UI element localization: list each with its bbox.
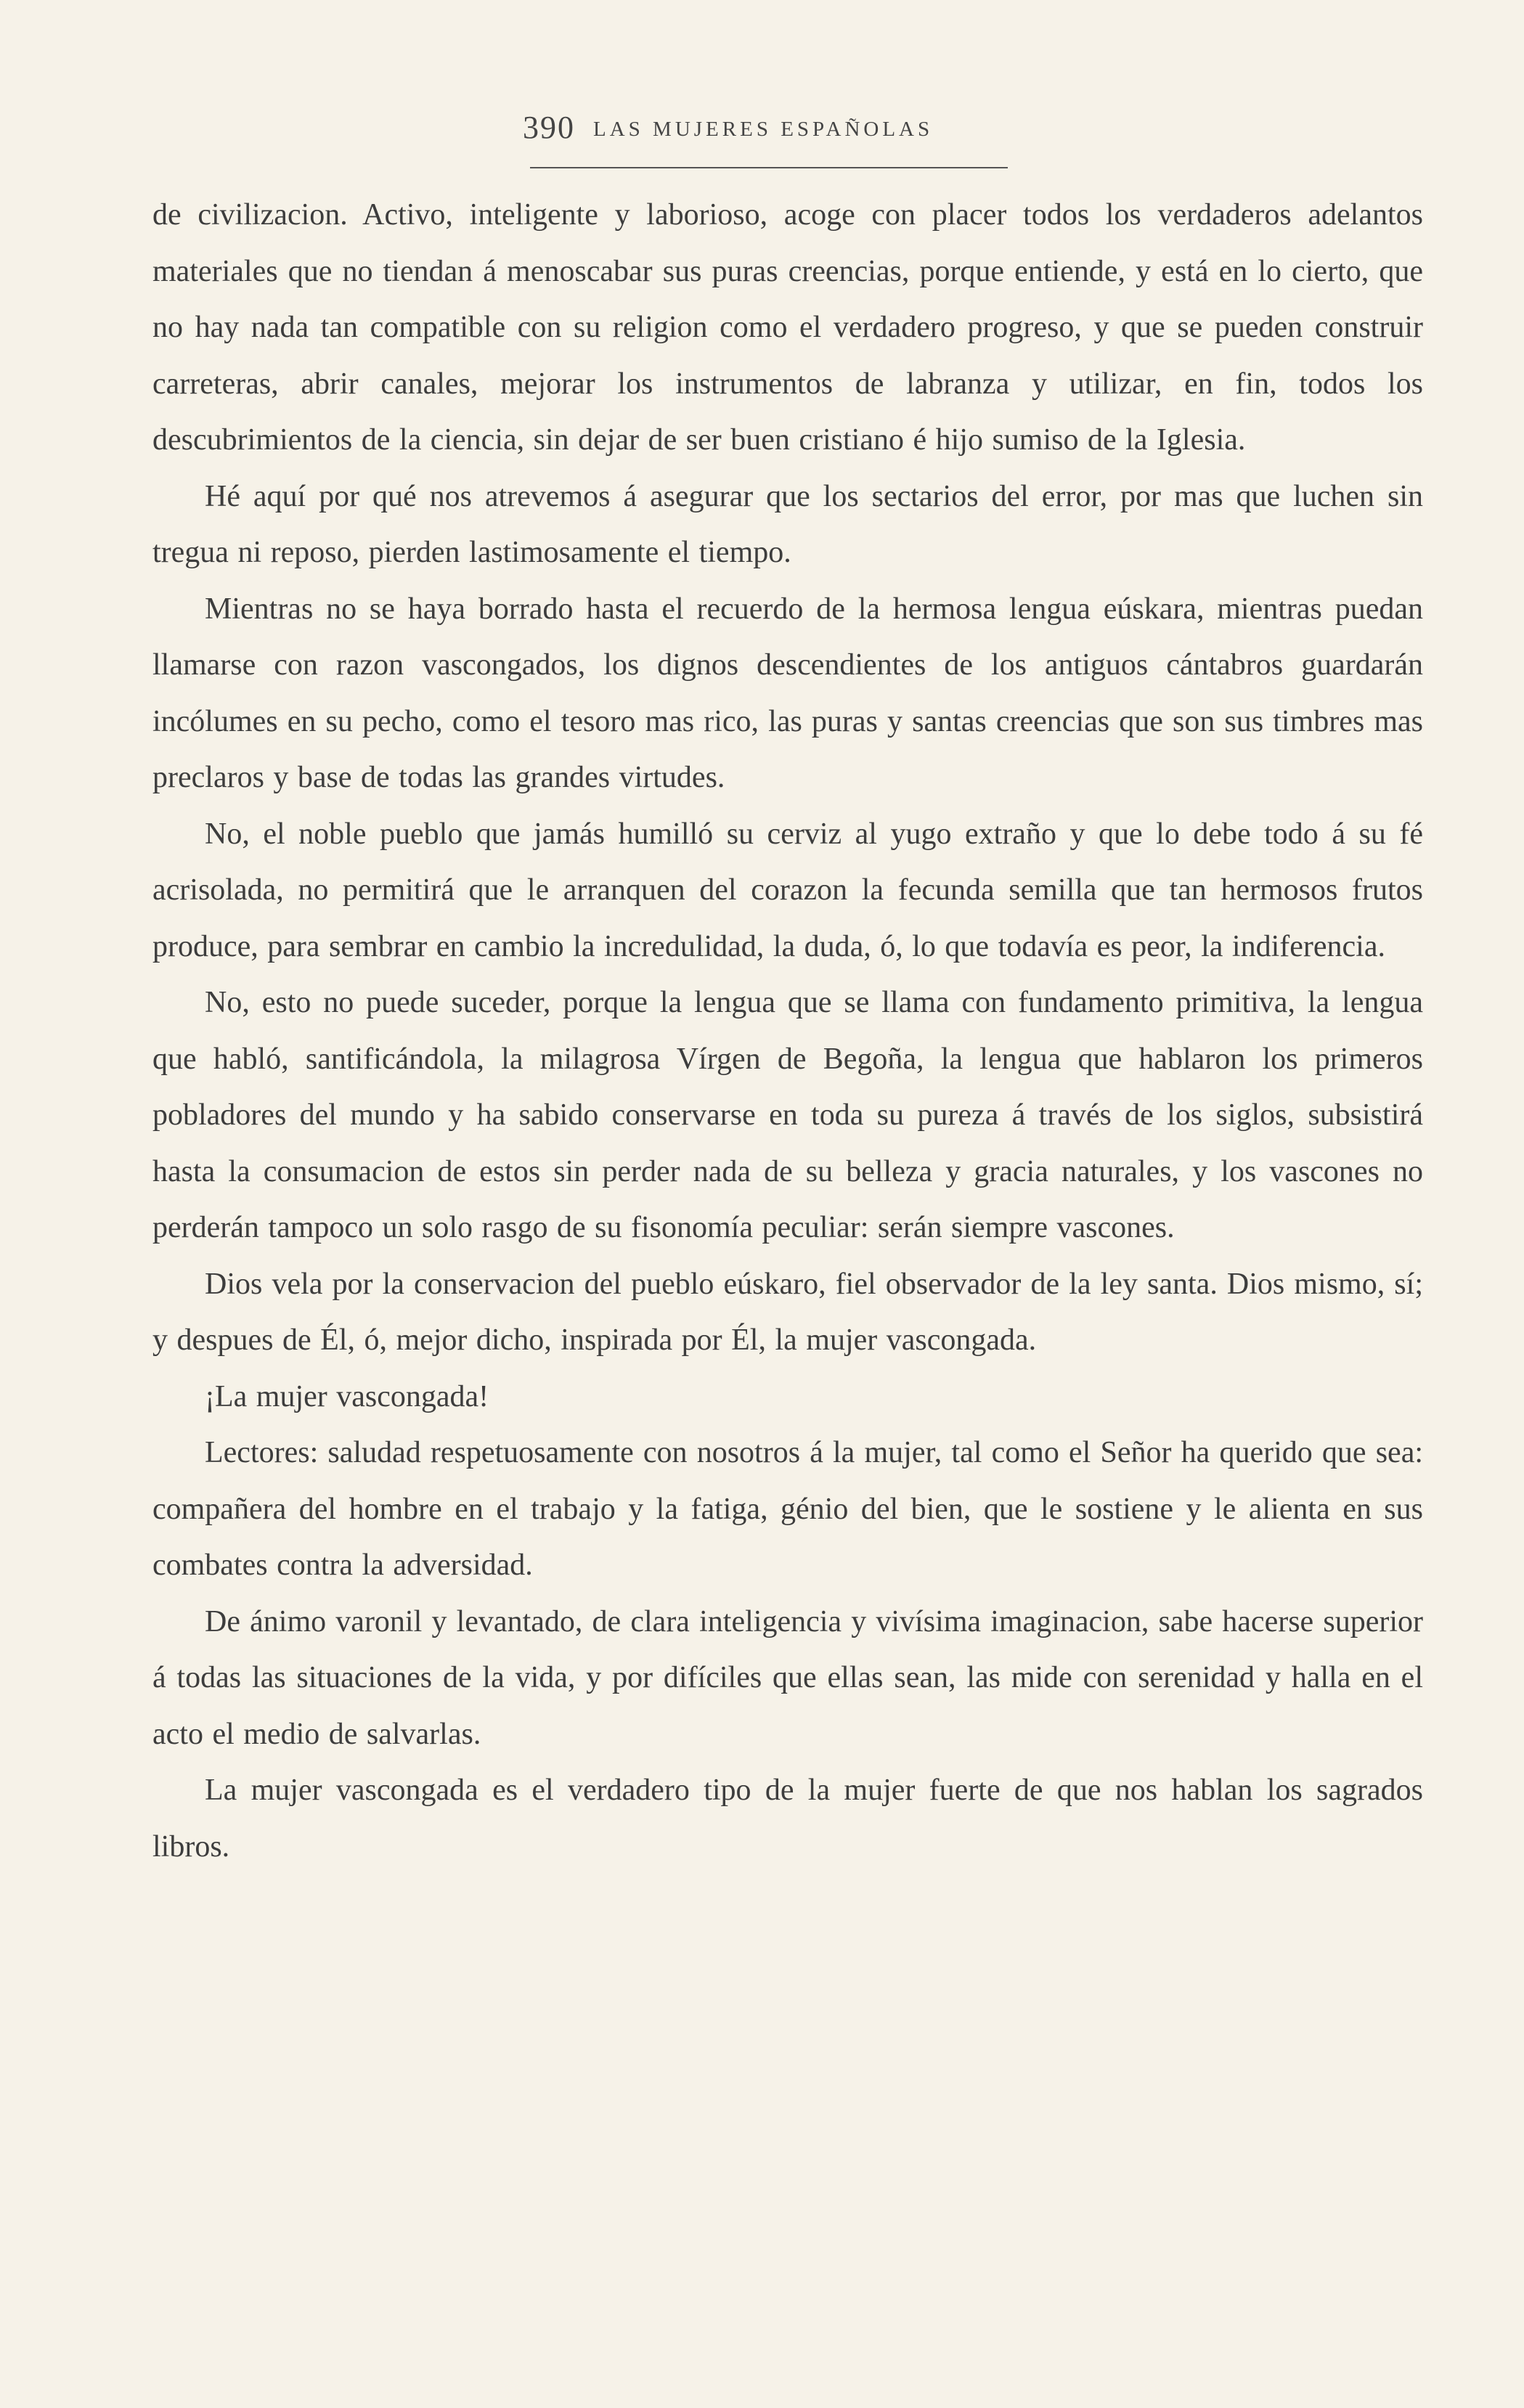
- paragraph-2: Hé aquí por qué nos atrevemos á asegurar que los sectarios del error, por mas que luchen sin tregua ni reposo, pierden lastimosamente el tiempo.: [152, 479, 1423, 569]
- paragraph-9: De ánimo varonil y levantado, de clara inteligencia y vivísima imaginacion, sabe hacerse superior á todas las situaciones de la vida, y por difíciles que ellas sean, las mide con serenidad y halla en el acto el medio de salvarlas.: [152, 1604, 1423, 1751]
- header-rule: [530, 167, 1008, 168]
- paragraph-3: Mientras no se haya borrado hasta el recuerdo de la hermosa lengua eúskara, mientras puedan llamarse con razon vascongados, los dignos descendientes de los antiguos cántabros guardarán incólumes en su pecho, como el tesoro mas rico, las puras y santas creencias que son sus timbres mas preclaros y base de todas las grandes virtudes.: [152, 592, 1423, 794]
- paragraph-6: Dios vela por la conservacion del pueblo eúskaro, fiel observador de la ley santa. Dios mismo, sí; y despues de Él, ó, mejor dicho, inspirada por Él, la mujer vascongada.: [152, 1267, 1423, 1357]
- paragraph-8: Lectores: saludad respetuosamente con nosotros á la mujer, tal como el Señor ha querido que sea: compañera del hombre en el trabajo y la fatiga, génio del bien, que le sostiene y le alienta en sus combates contra la adversidad.: [152, 1436, 1423, 1582]
- body-text: [152, 187, 1423, 1875]
- page-number: 390: [523, 110, 575, 145]
- paragraph-10: La mujer vascongada es el verdadero tipo de la mujer fuerte de que nos hablan los sagrados libros.: [152, 1774, 1423, 1864]
- running-title: LAS MUJERES ESPAÑOLAS: [593, 118, 934, 141]
- paragraph-1: de civilizacion. Activo, inteligente y laborioso, acoge con placer todos los verdaderos adelantos materiales que no tiendan á menoscabar sus puras creencias, porque entiende, y está en lo cierto, que no hay nada tan compatible con su religion como el verdadero progreso, y que se pueden construir carreteras, abrir canales, mejorar los instrumentos de labranza y utilizar, en fin, todos los descubrimientos de la ciencia, sin dejar de ser buen cristiano é hijo sumiso de la Iglesia.: [152, 198, 1423, 457]
- paragraph-5: No, esto no puede suceder, porque la lengua que se llama con fundamento primitiva, la lengua que habló, santificándola, la milagrosa Vírgen de Begoña, la lengua que hablaron los primeros pobladores del mundo y ha sabido conservarse en toda su pureza á través de los siglos, subsistirá hasta la consumacion de estos sin perder nada de su belleza y gracia naturales, y los vascones no perderán tampoco un solo rasgo de su fisonomía peculiar: serán siempre vascones.: [152, 986, 1423, 1244]
- paragraph-7: ¡La mujer vascongada!: [205, 1379, 489, 1413]
- paragraph-4: No, el noble pueblo que jamás humilló su cerviz al yugo extraño y que lo debe todo á su fé acrisolada, no permitirá que le arranquen del corazon la fecunda semilla que tan hermosos frutos produce, para sembrar en cambio la incredulidad, la duda, ó, lo que todavía es peor, la indiferencia.: [152, 817, 1423, 963]
